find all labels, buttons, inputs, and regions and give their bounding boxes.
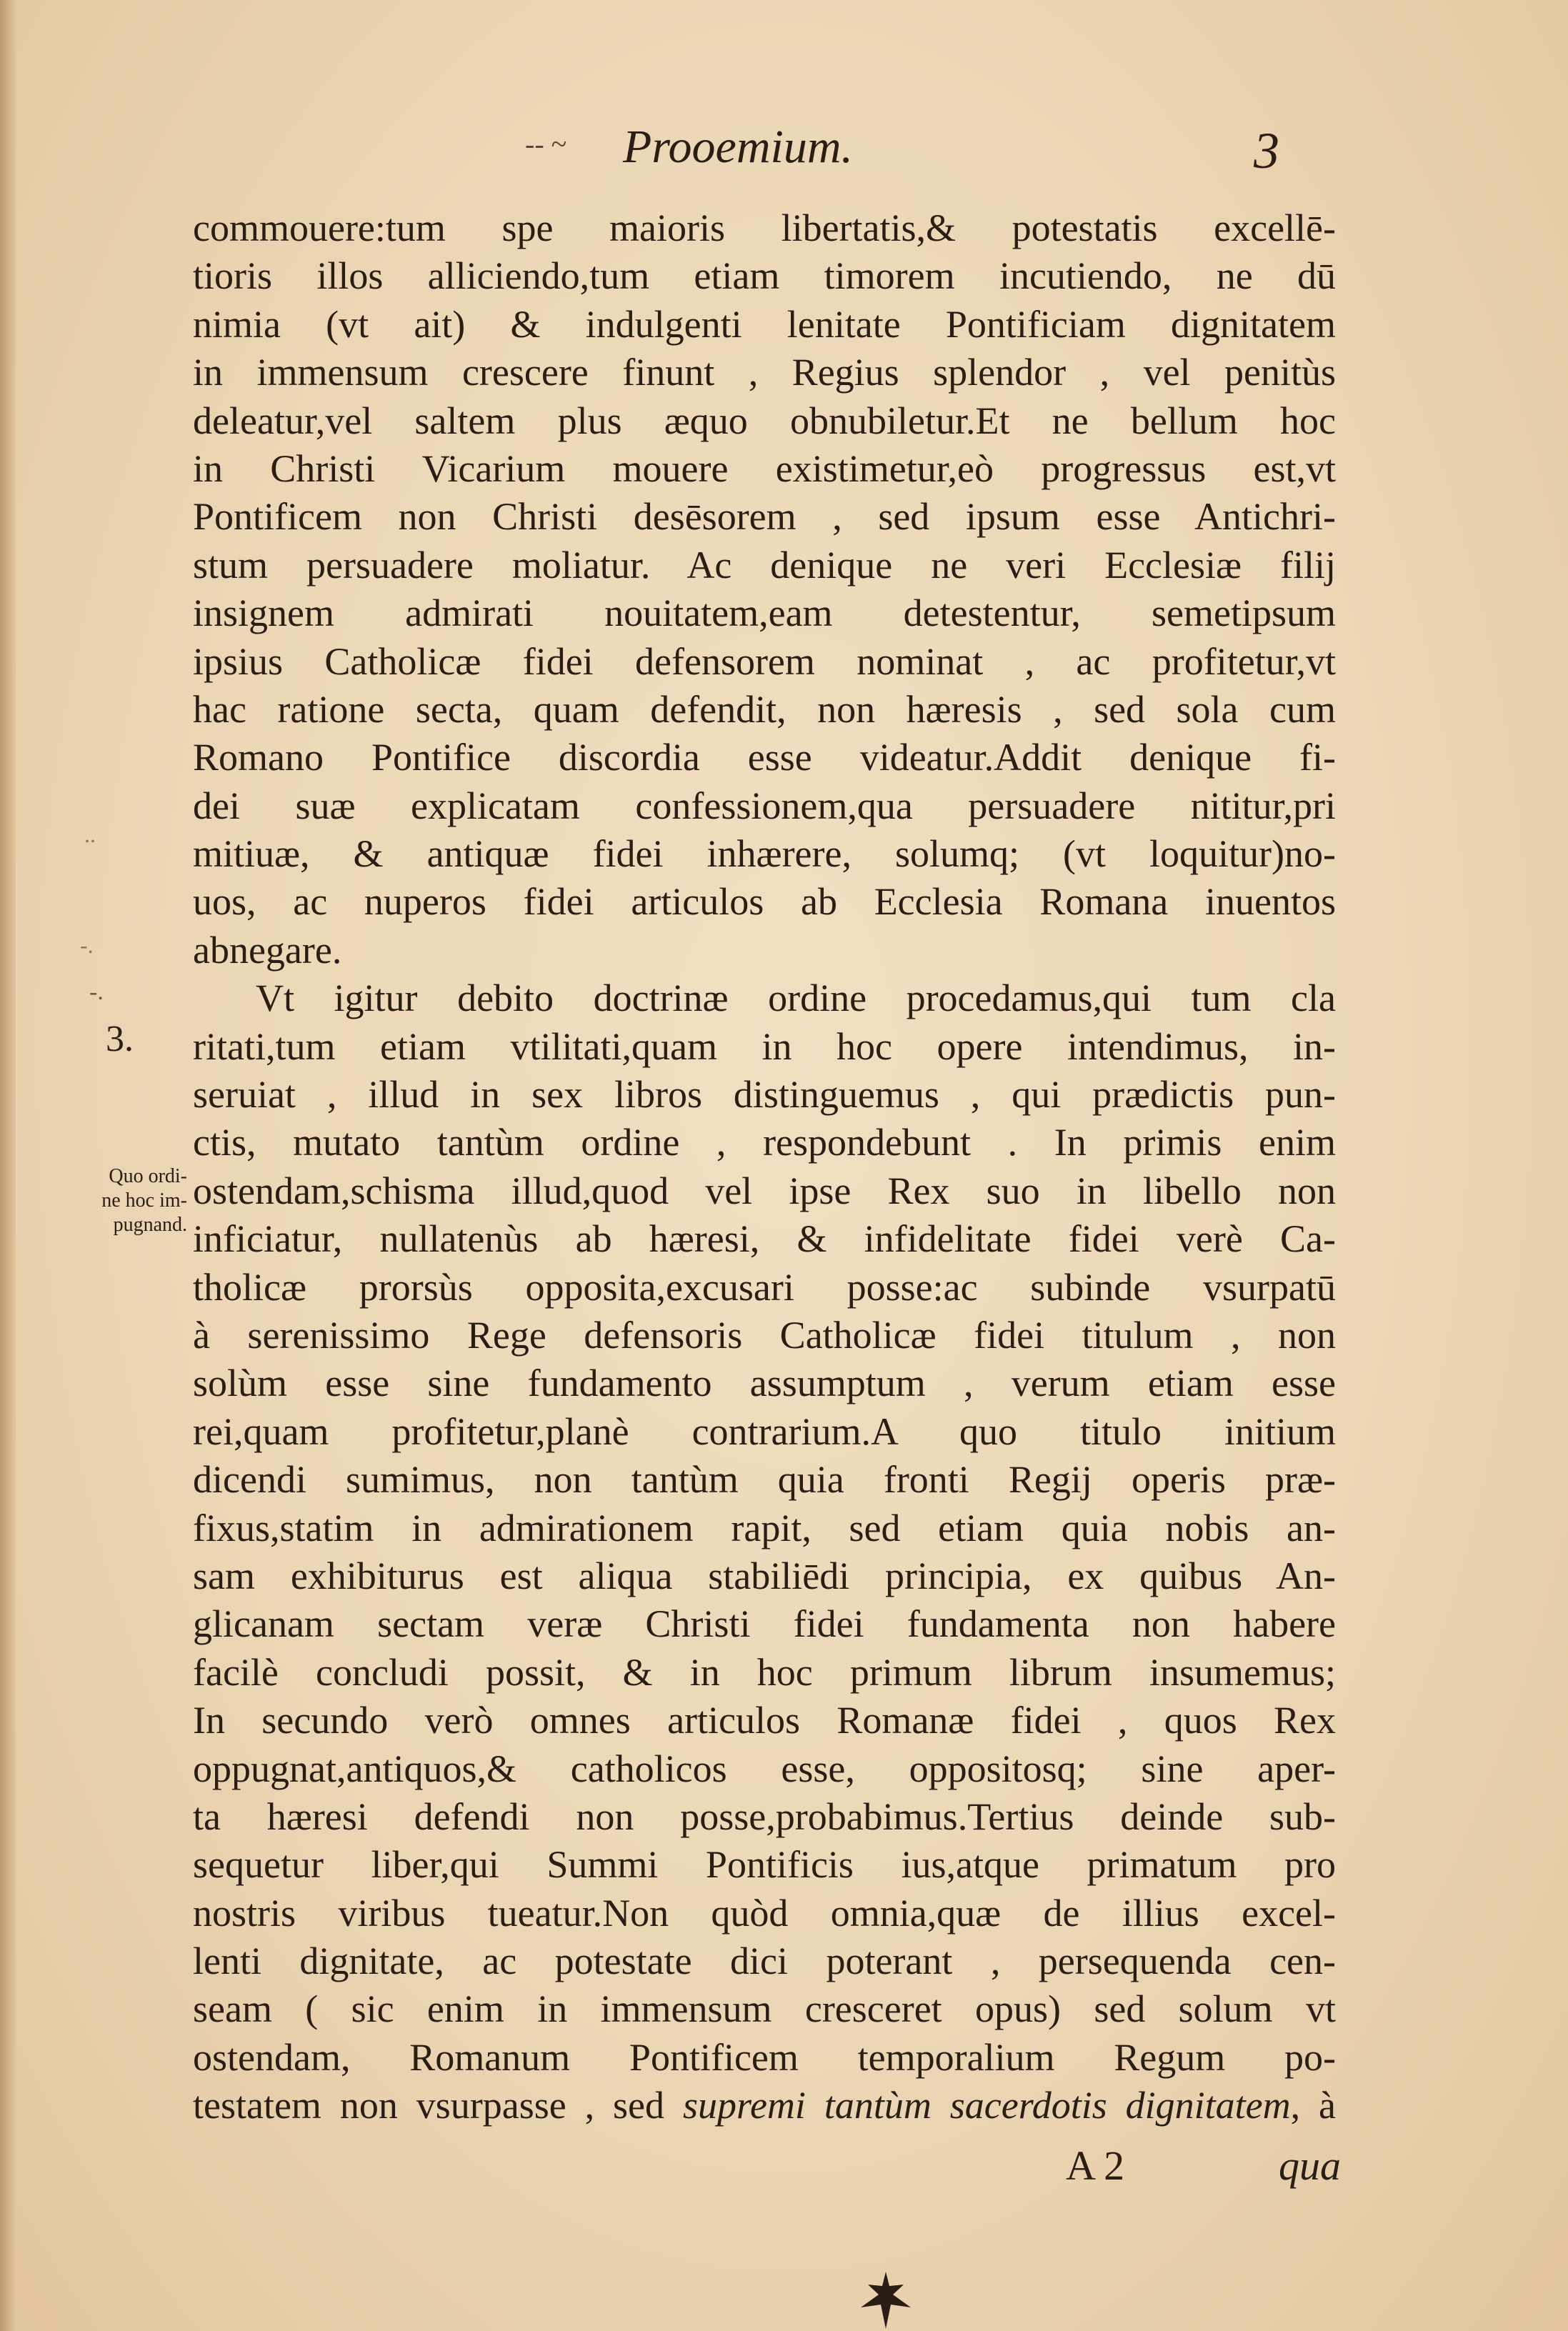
text-line: tholicæ prorsùs opposita,excusari posse:ac subinde vsurpatū: [193, 1265, 1336, 1309]
final-text-line: [193, 2082, 1336, 2130]
text-line: inficiatur, nullatenùs ab hæresi, & infidelitate fidei verè Ca-: [193, 1217, 1336, 1261]
text-line: rei,quam profitetur,planè contrarium.A quo titulo initium: [193, 1409, 1336, 1453]
ornament-icon: [854, 2265, 918, 2331]
text-line: glicanam sectam veræ Christi fidei fundamenta non habere: [193, 1602, 1336, 1646]
text-line: deleatur,vel saltem plus æquo obnubiletur.Et ne bellum hoc: [193, 399, 1336, 442]
text-line: In secundo verò omnes articulos Romanæ fidei , quos Rex: [193, 1699, 1336, 1742]
text-line: ritati,tum etiam vtilitati,quam in hoc opere intendimus, in-: [193, 1024, 1336, 1068]
margin-note-line: pugnand.: [113, 1214, 187, 1236]
signature-mark: A 2: [1066, 2142, 1125, 2189]
page-footer: [0, 2142, 1568, 2192]
text-line: mitiuæ, & antiquæ fidei inhærere, solumq; (vt loquitur)no-: [193, 832, 1336, 876]
text-line: nostris viribus tueatur.Non quòd omnia,quæ de illius excel-: [193, 1891, 1336, 1935]
text-line: commouere:tum spe maioris libertatis,& potestatis excellē-: [193, 206, 1336, 249]
margin-dash: -.: [89, 979, 104, 1005]
final-line-tail: , à: [1290, 2084, 1337, 2127]
text-line: ctis, mutato tantùm ordine , respondebunt . In primis enim: [193, 1121, 1336, 1164]
final-line-italic: supremi tantùm sacerdotis dignitatem: [682, 2084, 1291, 2127]
margin-section-number: 3.: [106, 1019, 134, 1059]
text-line: Pontificem non Christi desēsorem , sed ipsum esse Antichri-: [193, 495, 1336, 539]
text-line: dicendi sumimus, non tantùm quia fronti Regij operis præ-: [193, 1458, 1336, 1502]
text-line: solùm esse sine fundamento assumptum , verum etiam esse: [193, 1362, 1336, 1405]
text-line: fixus,statim in admirationem rapit, sed etiam quia nobis an-: [193, 1506, 1336, 1549]
final-line-roman: testatem non vsurpasse , sed: [193, 2084, 683, 2127]
text-line: sequetur liber,qui Summi Pontificis ius,atque primatum pro: [193, 1843, 1336, 1887]
text-line: facilè concludi possit, & in hoc primum librum insumemus;: [193, 1650, 1336, 1694]
text-line: hac ratione secta, quam defendit, non hæresis , sed sola cum: [193, 687, 1336, 731]
text-line: tioris illos alliciendo,tum etiam timorem incutiendo, ne dū: [193, 254, 1336, 298]
page-number: 3: [1254, 122, 1279, 179]
text-line: uos, ac nuperos fidei articulos ab Ecclesia Romana inuentos: [193, 880, 1336, 924]
text-line: lenti dignitate, ac potestate dici poterant , persequenda cen-: [193, 1940, 1336, 1983]
text-line: abnegare.: [193, 928, 342, 972]
margin-dots: ..: [84, 822, 96, 847]
text-line: ipsius Catholicæ fidei defensorem nominat , ac profitetur,vt: [193, 639, 1336, 683]
text-line: sam exhibiturus est aliqua stabiliēdi principia, ex quibus An-: [193, 1554, 1336, 1597]
text-line: insignem admirati nouitatem,eam detestentur, semetipsum: [193, 592, 1336, 635]
text-line: seam ( sic enim in immensum cresceret opus) sed solum vt: [193, 1987, 1336, 2031]
running-head: [0, 120, 1568, 184]
text-line: seruiat , illud in sex libros distinguemus , qui prædictis pun-: [193, 1073, 1336, 1117]
text-line: ta hæresi defendi non posse,probabimus.Tertius deinde sub-: [193, 1795, 1336, 1838]
page-title: Prooemium.: [623, 121, 854, 173]
text-line: ostendam, Romanum Pontificem temporalium Regum po-: [193, 2035, 1336, 2079]
text-line: Romano Pontifice discordia esse videatur.Addit denique fi-: [193, 736, 1336, 779]
margin-note: [66, 1164, 187, 1237]
text-line: à serenissimo Rege defensoris Catholicæ fidei titulum , non: [193, 1313, 1336, 1357]
paragraph-start-line: Vt igitur debito doctrinæ ordine procedamus,qui tum cla: [256, 977, 1336, 1020]
margin-note-line: Quo ordi-: [109, 1165, 187, 1187]
text-line: stum persuadere moliatur. Ac denique ne veri Ecclesiæ filij: [193, 543, 1336, 587]
text-line: in Christi Vicarium mouere existimetur,eò progressus est,vt: [193, 446, 1336, 490]
text-line: oppugnat,antiquos,& catholicos esse, oppositosq; sine aper-: [193, 1747, 1336, 1790]
page-edge-shadow: [0, 0, 16, 2331]
body-text: [193, 204, 1336, 2130]
margin-note-line: ne hoc im-: [101, 1189, 187, 1212]
margin-dots: -.: [80, 932, 94, 958]
catchword: qua: [1279, 2142, 1341, 2189]
text-line: in immensum crescere finunt , Regius splendor , vel penitùs: [193, 351, 1336, 394]
header-mark: -- ~: [525, 128, 567, 160]
text-line: nimia (vt ait) & indulgenti lenitate Pontificiam dignitatem: [193, 302, 1336, 346]
text-line: dei suæ explicatam confessionem,qua persuadere nititur,pri: [193, 784, 1336, 827]
text-line: ostendam,schisma illud,quod vel ipse Rex suo in libello non: [193, 1169, 1336, 1212]
